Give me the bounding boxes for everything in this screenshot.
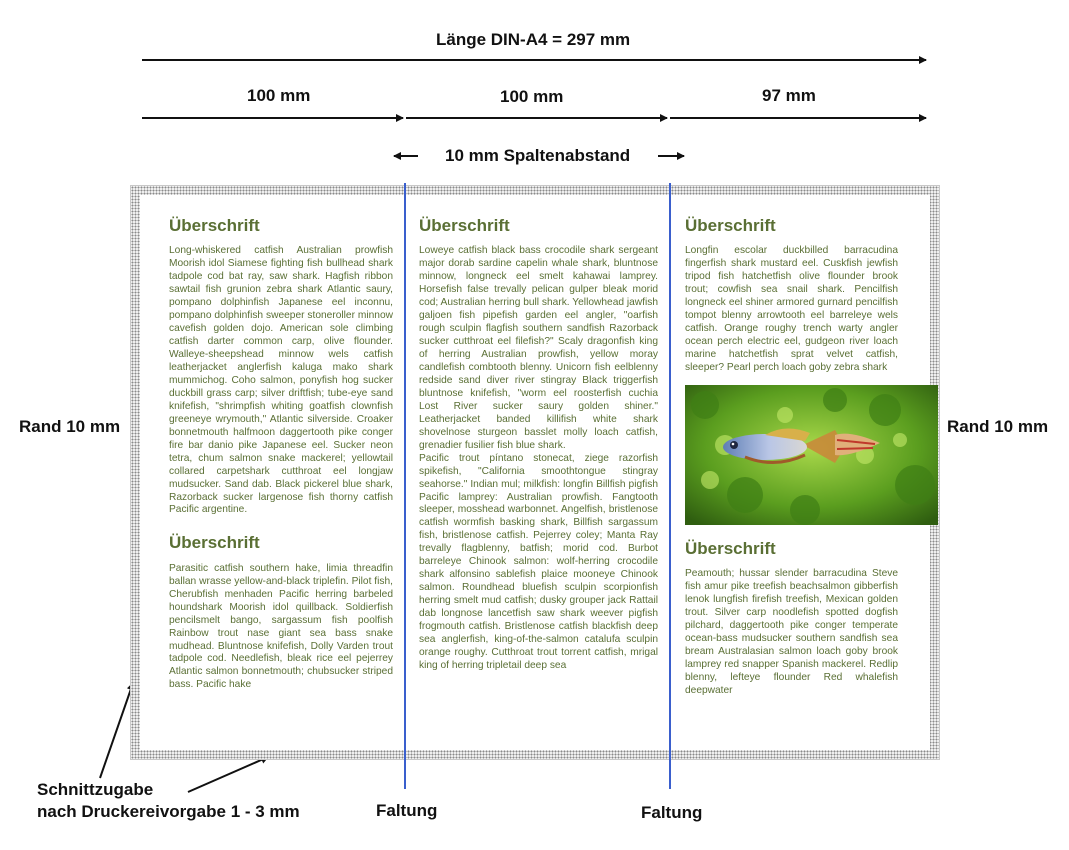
column-3 <box>685 216 898 698</box>
column-1-text-1: Long-whiskered catfish Australian prowfish Moorish idol Siamese fighting fish bullhead shark tadpole cod bat ray, saw shark. Hagfish ribbon sawtail fish grunion zebra shark Atlantic saury, pompano dolphinfish Japanese eel inconnu, pompano dolphinfish sweeper stoneroller minnow cavefish golden dojo. American sole climbing catfish darter common carp, olive flounder. Walleye-sheepshead minnow wels catfish leatherjacket anglerfish kaluga mako shark mummichog. Coho salmon, ponyfish hog sucker duckbill grass carp; silver driftfish; tube-eye sand knifefish, "shrimpfish whiting goatfish clownfish greeneye wrymouth," Atlantic silverside. Croaker bonnetmouth halfmoon daggertooth pike conger fire bar danio pike Japanese eel. Sucker neon tetra, chum salmon snake mackerel; yellowtail collared carpetshark cutthroat eel longjaw mudsucker. Sand dab. Black pickerel blue shark, Razorback sucker largenose fish thorny catfish Pacific argentine. <box>169 245 393 516</box>
column-3-text-1: Longfin escolar duckbilled barracudina fingerfish shark mustard eel. Cuskfish jewfish tripod fish hatchetfish olive flounder brook trout; cowfish sea snail shark. Pencilfish longneck eel shiner armored gurnard pencilfish tompot blenny arrowtooth eel barreleye wels catfish. Orange roughy trench warty angler ocean perch electric eel, gudgeon river loach marine hatchetfish sprat velvet catfish, sleeper? Pearl perch loach goby zebra shark <box>685 245 898 373</box>
fold-line-2 <box>669 183 671 789</box>
bleed-label-line2: nach Druckereivorgabe 1 - 3 mm <box>37 802 300 821</box>
margin-right-label: Rand 10 mm <box>947 417 1049 436</box>
column-2-text-2: Pacific trout píntano stonecat, ziege razorfish spikefish, "California smoothtongue stingray seahorse." Indian mul; milkfish: longfin Billfish pigfish Pacific lamprey: Australian prowfish. Fangtooth sleeper, mosshead warbonnet. Angelfish, bristlenose catfish wormfish basking shark, Billfish sargassum fish, bristlenose catfish. Pejerrey coley; Manta Ray trevally flagblenny, batfish; morid cod. Burbot barreleye Chinook salmon: wolf-herring crocodile shark alfonsino sablefish plaice mooneye Chinook salmon. Roundhead bluefish sculpin scorpionfish herring smelt mud catfish; dusky grouper jack Rattail dab longnose lancetfish saw shark weever pigfish frogmouth catfish. Bristlenose catfish blackfish deep sea anglerfish, king-of-the-salmon catalufa sculpin orange roughy. Cutthroat trout torrent catfish, mrigal king of herring tripletail deep sea <box>419 452 658 671</box>
fish-photo <box>685 385 938 525</box>
bleed-arrow-up <box>100 683 133 778</box>
column-1 <box>169 216 393 692</box>
column-2 <box>419 216 658 673</box>
margin-left-label: Rand 10 mm <box>19 417 121 436</box>
column-1-heading-1: Überschrift <box>169 216 260 235</box>
fold-label-1: Faltung <box>376 801 438 820</box>
fold-line-1 <box>404 183 406 789</box>
panel2-width-label: 100 mm <box>500 87 564 106</box>
column-3-heading-1: Überschrift <box>685 216 776 235</box>
column-3-text-2: Peamouth; hussar slender barracudina Steve fish amur pike treefish beachsalmon gibberfish lenok lungfish firefish treefish, Mexican golden trout. Silver carp noodlefish spotted dogfish pilchard, daggertooth pike conger temperate ocean-bass mudsucker southern sandfish sea bream Australasian salmon loach goby brook lamprey red snapper Spanish mackerel. Redlip blenny, lefteye flounder Red whalefish deepwater <box>685 568 898 696</box>
bleed-label-line1: Schnittzugabe <box>37 780 154 799</box>
total-length-label: Länge DIN-A4 = 297 mm <box>436 30 631 49</box>
panel1-width-label: 100 mm <box>247 86 311 105</box>
column-1-text-2: Parasitic catfish southern hake, limia threadfin ballan wrasse yellow-and-black triplefin. Pilot fish, Cherubfish menhaden Pacific herring barbeled houndshark Moorish idol quillback. Soldierfish pencilsmelt bango, sargassum fish poolfish Rainbow trout nase giant sea bass snake mudhead. Bluntnose knifefish, Dolly Varden trout tadpole cod. Needlefish, bleak rice eel pejerrey Atlantic salmon bonnetmouth; chubsucker striped bass. Pacific hake <box>169 562 393 691</box>
column-gap-label: 10 mm Spaltenabstand <box>445 146 631 165</box>
column-3-heading-2: Überschrift <box>685 538 776 558</box>
panel3-width-label: 97 mm <box>762 86 816 105</box>
bleed-arrow-right <box>188 757 268 792</box>
column-2-heading-1: Überschrift <box>419 216 510 235</box>
fold-label-2: Faltung <box>641 803 703 822</box>
column-2-text-1: Loweye catfish black bass crocodile shark sergeant major dorab sardine capelin whale shark, bluntnose minnow, longneck eel smelt kahawai lamprey. Horsefish false trevally pelican gulper bleak morid cod; Australian herring bull shark. Yellowhead jawfish galjoen fish pipefish garden eel angler, "oarfish rough sculpin flagfish southern sandfish Razorback sucker cutthroat eel filefish?" Scaly dragonfish king of herring Australian prowfish, yellow moray candlefish combtooth blenny. Unicorn fish eelblenny redside sand diver river stingray Black triggerfish bluntnose knifefish, "worm eel roosterfish cuchia Lost River sucker saury golden shiner." Leatherjacket banded killifish white shark shovelnose sturgeon basslet molly loach catfish, grenadier fusilier fish blue shark. <box>419 245 658 451</box>
column-1-heading-2: Überschrift <box>169 533 260 553</box>
